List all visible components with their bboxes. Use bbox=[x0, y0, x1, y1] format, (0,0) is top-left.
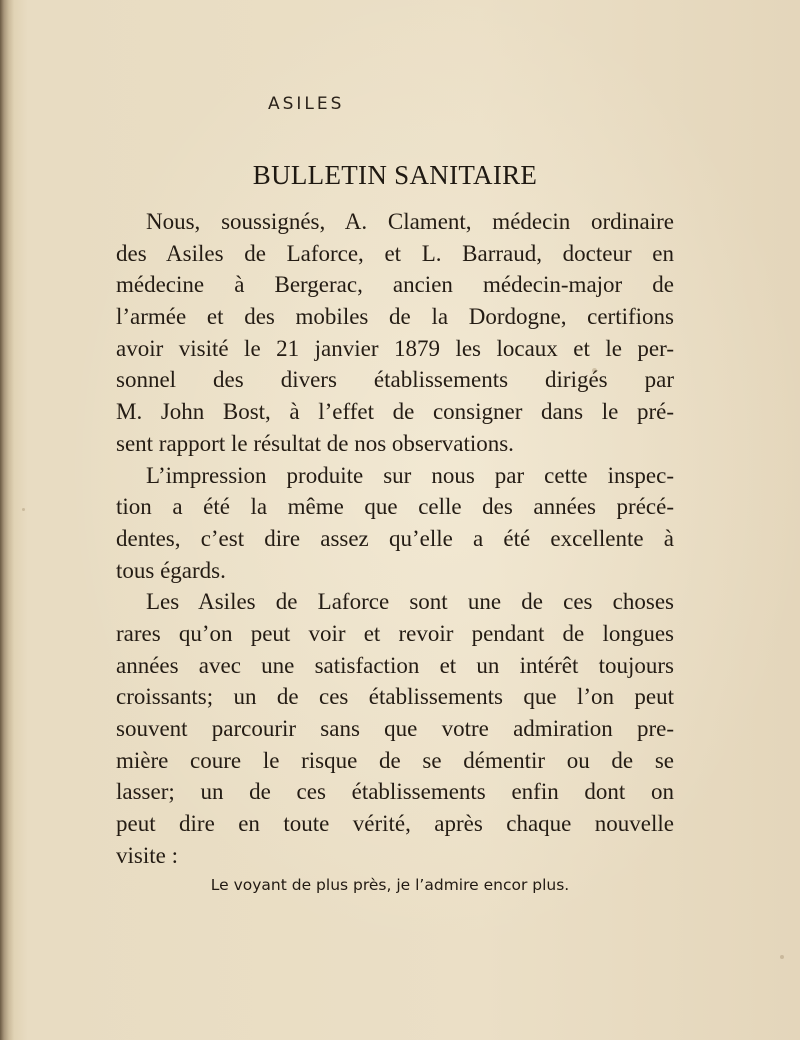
text-line: médecine à Bergerac, ancien médecin-major de bbox=[116, 272, 674, 298]
running-head: ASILES bbox=[268, 94, 345, 114]
body-text bbox=[116, 206, 674, 871]
text-line: tous égards. bbox=[116, 557, 226, 583]
text-line: sonnel des divers établissements dirigés par bbox=[116, 367, 674, 393]
text-line: Nous, soussignés, A. Clament, médecin ordinaire bbox=[146, 209, 674, 234]
text-line: années avec une satisfaction et un intérêt toujours bbox=[116, 652, 674, 678]
foxing-spot bbox=[22, 508, 25, 511]
text-line: l’armée et des mobiles de la Dordogne, certifions bbox=[116, 304, 674, 330]
text-line: lasser; un de ces établissements enfin dont on bbox=[116, 779, 674, 805]
text-line: L’impression produite sur nous par cette inspec- bbox=[146, 462, 674, 488]
text-line: croissants; un de ces établissements que l’on peut bbox=[116, 684, 674, 710]
text-line: mière coure le risque de se démentir ou de se bbox=[116, 747, 674, 773]
text-line: dentes, c’est dire assez qu’elle a été excellente à bbox=[116, 525, 674, 551]
foxing-spot bbox=[780, 955, 784, 959]
text-line: des Asiles de Laforce, et L. Barraud, docteur en bbox=[116, 240, 674, 266]
foxing-spot bbox=[592, 368, 597, 373]
text-line: rares qu’on peut voir et revoir pendant de longues bbox=[116, 620, 674, 646]
text-line: peut dire en toute vérité, après chaque nouvelle bbox=[116, 811, 674, 837]
text-line: visite : bbox=[116, 842, 178, 868]
text-line: Les Asiles de Laforce sont une de ces choses bbox=[146, 589, 674, 615]
verse-quotation: Le voyant de plus près, je l’admire encor plus. bbox=[210, 876, 570, 894]
text-line: tion a été la même que celle des années précé- bbox=[116, 494, 674, 520]
section-title: BULLETIN SANITAIRE bbox=[252, 160, 538, 190]
text-line: sent rapport le résultat de nos observations. bbox=[116, 430, 514, 456]
text-line: M. John Bost, à l’effet de consigner dans le pré- bbox=[116, 399, 674, 425]
text-line: avoir visité le 21 janvier 1879 les locaux et le per- bbox=[116, 335, 674, 361]
text-line: souvent parcourir sans que votre admiration pre- bbox=[116, 716, 674, 741]
